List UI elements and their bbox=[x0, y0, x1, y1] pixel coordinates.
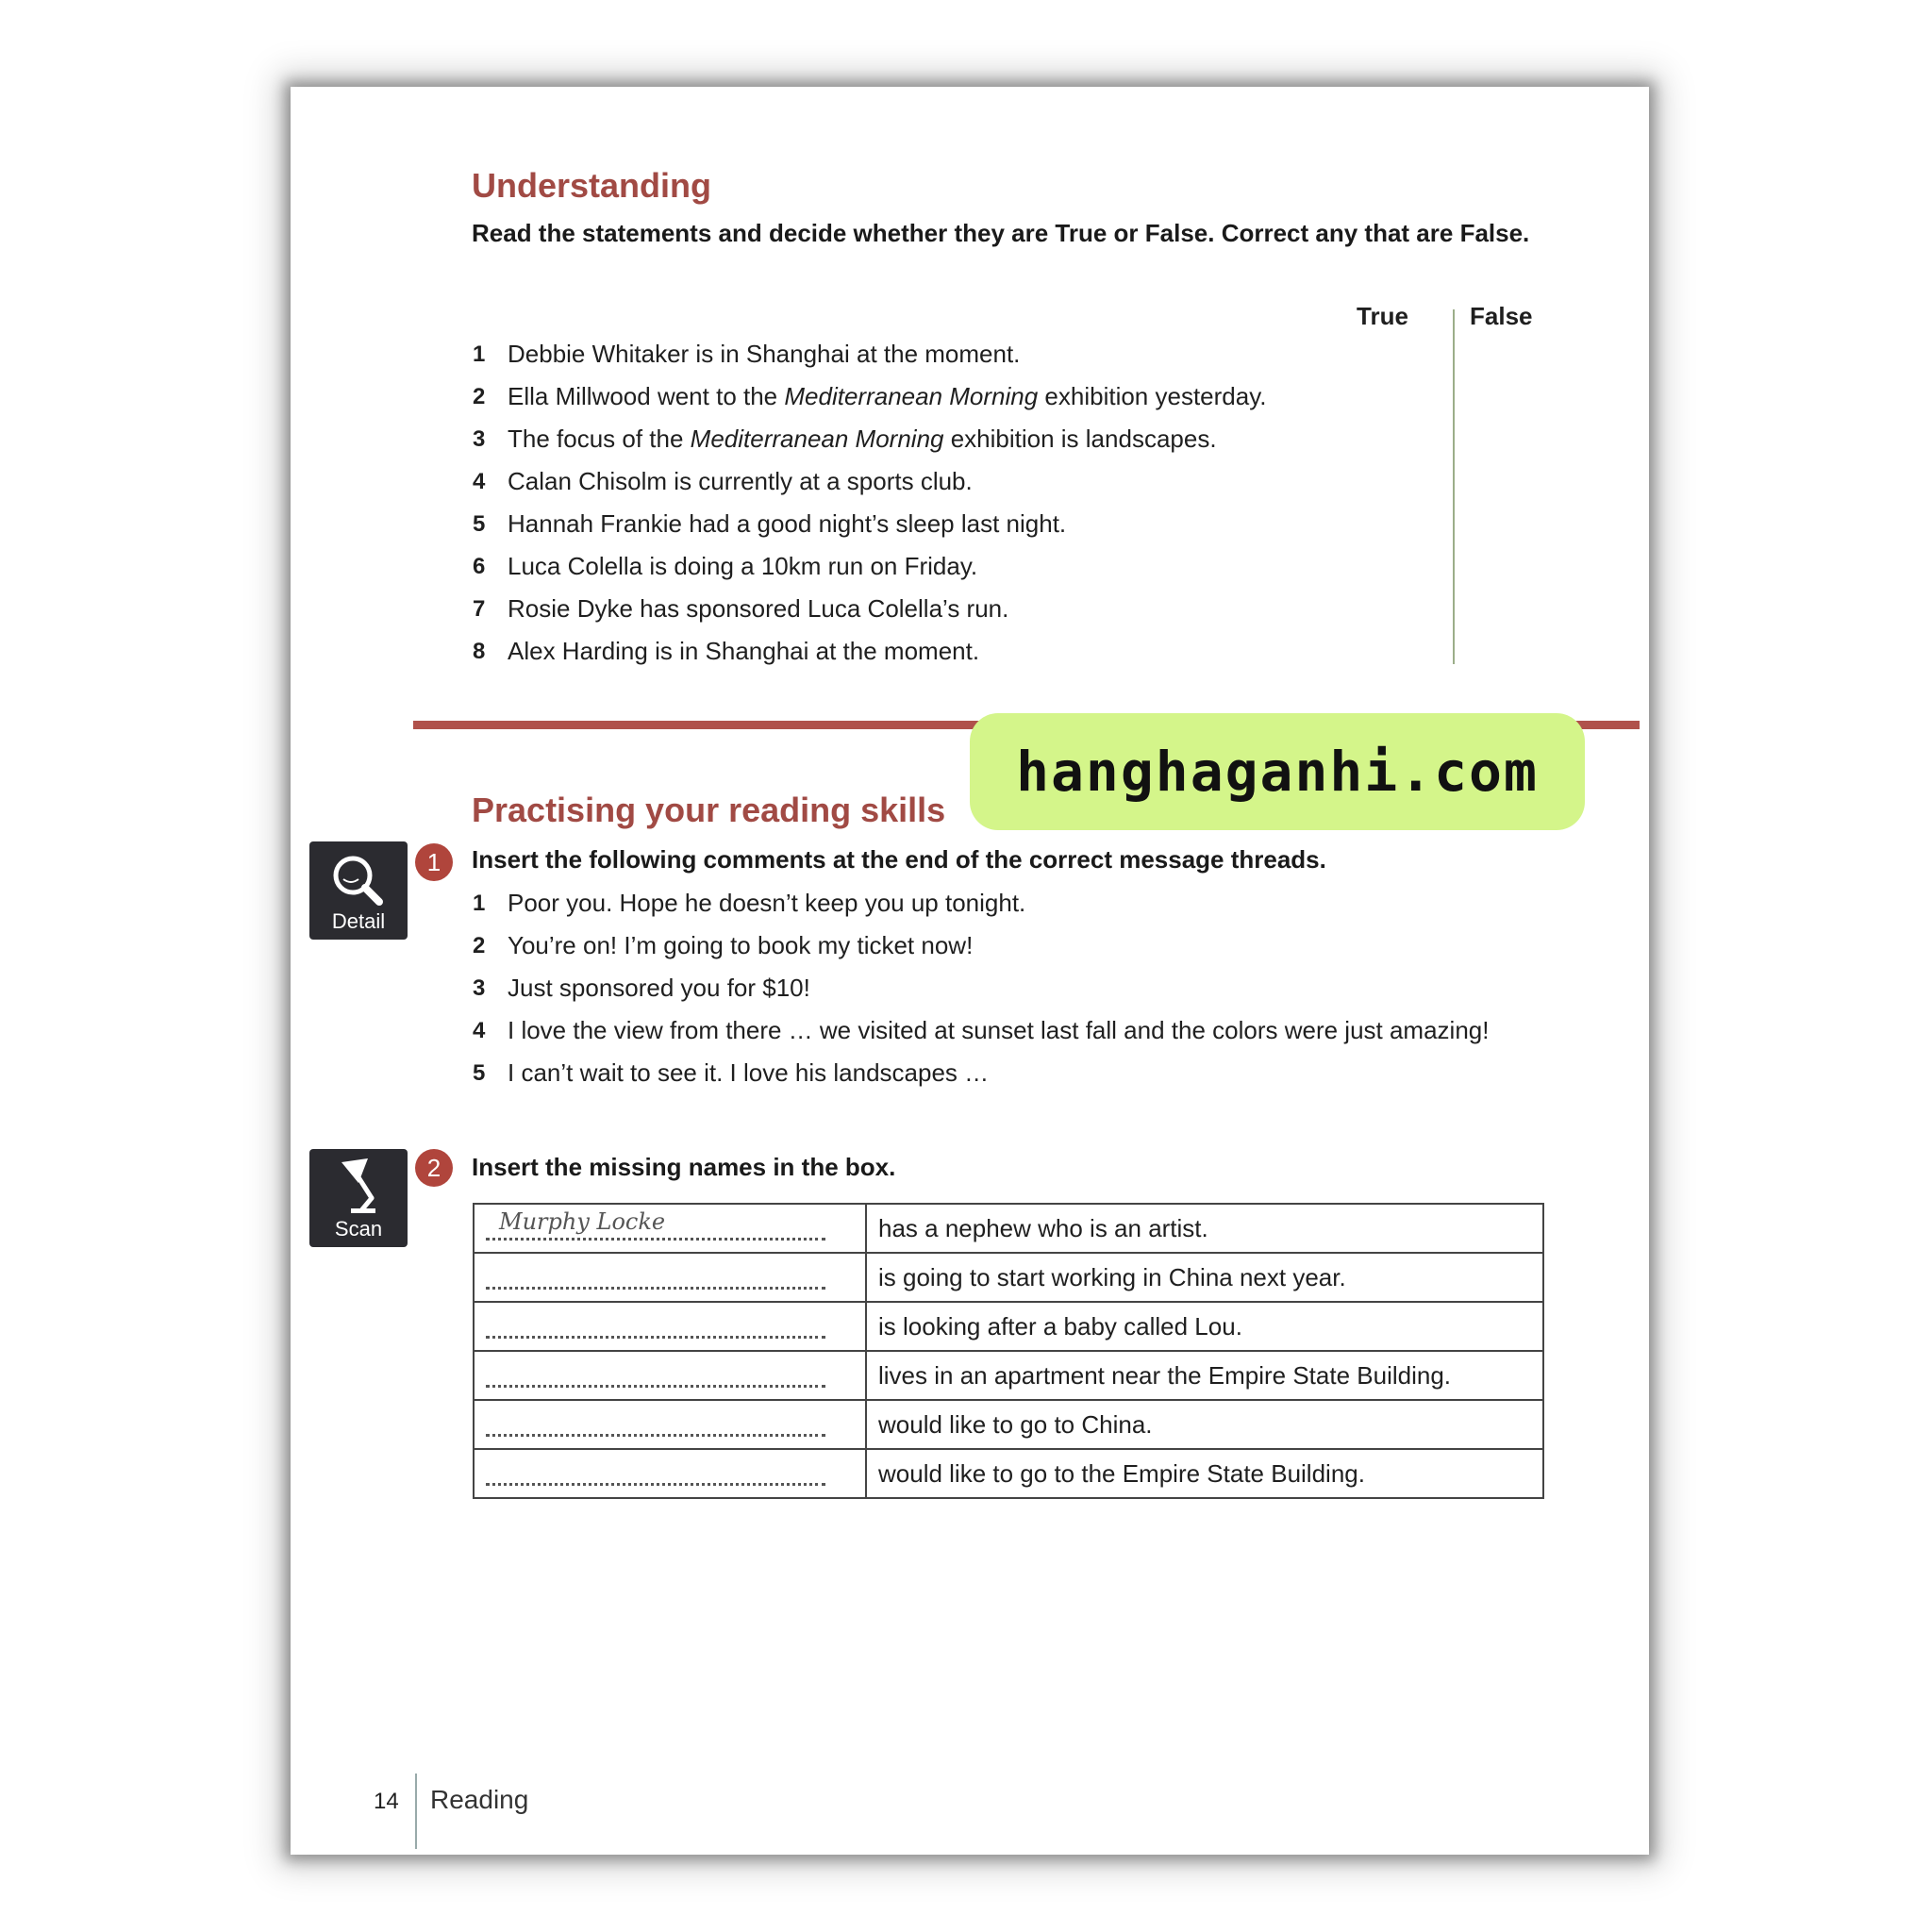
statement-number: 2 bbox=[473, 384, 486, 409]
comment-text: I can’t wait to see it. I love his landscapes … bbox=[508, 1058, 990, 1087]
comment-number: 1 bbox=[473, 891, 486, 916]
handwritten-answer: Murphy Locke bbox=[499, 1208, 666, 1235]
comment-number: 2 bbox=[473, 933, 486, 958]
statement-number: 5 bbox=[473, 511, 486, 537]
statement-text: Rosie Dyke has sponsored Luca Colella’s run. bbox=[508, 594, 1009, 623]
missing-names-table bbox=[473, 1203, 1544, 1499]
understanding-instruction: Read the statements and decide whether they are True or False. Correct any that are False. bbox=[472, 219, 1530, 247]
workbook-page bbox=[291, 87, 1649, 1855]
statement-cell: lives in an apartment near the Empire State Building. bbox=[866, 1351, 1543, 1400]
table-row bbox=[474, 1449, 1543, 1498]
detail-badge bbox=[309, 841, 408, 940]
statement-text: Alex Harding is in Shanghai at the moment. bbox=[508, 637, 980, 665]
name-blank[interactable] bbox=[474, 1351, 866, 1400]
name-blank[interactable] bbox=[474, 1302, 866, 1351]
table-row bbox=[474, 1400, 1543, 1449]
statement-cell: has a nephew who is an artist. bbox=[866, 1204, 1543, 1253]
statement-number: 1 bbox=[473, 341, 486, 367]
footer-divider bbox=[415, 1774, 417, 1849]
name-blank[interactable] bbox=[474, 1400, 866, 1449]
name-blank[interactable] bbox=[474, 1204, 866, 1253]
detail-badge-label: Detail bbox=[331, 909, 386, 933]
section-title-practising: Practising your reading skills bbox=[472, 791, 946, 829]
name-blank[interactable] bbox=[474, 1449, 866, 1498]
magnifier-icon bbox=[309, 841, 408, 909]
comment-text: I love the view from there … we visited at sunset last fall and the colors were just amazing! bbox=[508, 1016, 1490, 1044]
comment-number: 3 bbox=[473, 975, 486, 1001]
table-row bbox=[474, 1253, 1543, 1302]
statement-number: 4 bbox=[473, 469, 486, 494]
comment-text: Just sponsored you for $10! bbox=[508, 974, 810, 1002]
exercise2-instruction: Insert the missing names in the box. bbox=[472, 1153, 896, 1181]
scan-badge-label: Scan bbox=[334, 1217, 383, 1241]
statement-cell: would like to go to China. bbox=[866, 1400, 1543, 1449]
page-number: 14 bbox=[374, 1789, 399, 1814]
comment-number: 4 bbox=[473, 1018, 486, 1043]
comment-text: You’re on! I’m going to book my ticket now! bbox=[508, 931, 974, 959]
statement-cell: would like to go to the Empire State Building. bbox=[866, 1449, 1543, 1498]
statement-text: Ella Millwood went to the Mediterranean Morning exhibition yesterday. bbox=[508, 382, 1267, 410]
comment-text: Poor you. Hope he doesn’t keep you up tonight. bbox=[508, 889, 1026, 917]
exercise-number-1: 1 bbox=[415, 843, 453, 881]
section-title-understanding: Understanding bbox=[472, 166, 712, 205]
statement-cell: is going to start working in China next year. bbox=[866, 1253, 1543, 1302]
statement-number: 8 bbox=[473, 639, 486, 664]
column-true: True bbox=[1357, 302, 1408, 330]
column-false: False bbox=[1470, 302, 1533, 330]
statement-number: 6 bbox=[473, 554, 486, 579]
statement-text: Calan Chisolm is currently at a sports club. bbox=[508, 467, 973, 495]
statement-text: Luca Colella is doing a 10km run on Friday. bbox=[508, 552, 978, 580]
statement-number: 3 bbox=[473, 426, 486, 452]
lamp-icon bbox=[309, 1149, 408, 1217]
statement-text: The focus of the Mediterranean Morning exhibition is landscapes. bbox=[508, 425, 1217, 453]
exercise1-instruction: Insert the following comments at the end of the correct message threads. bbox=[472, 845, 1326, 874]
comment-number: 5 bbox=[473, 1060, 486, 1086]
footer-section-label: Reading bbox=[430, 1785, 529, 1814]
true-false-divider bbox=[1453, 309, 1455, 664]
exercise-number-2: 2 bbox=[415, 1149, 453, 1187]
table-row bbox=[474, 1204, 1543, 1253]
name-blank[interactable] bbox=[474, 1253, 866, 1302]
table-row bbox=[474, 1302, 1543, 1351]
table-row bbox=[474, 1351, 1543, 1400]
statement-text: Debbie Whitaker is in Shanghai at the moment. bbox=[508, 340, 1021, 368]
statement-cell: is looking after a baby called Lou. bbox=[866, 1302, 1543, 1351]
scan-badge bbox=[309, 1149, 408, 1247]
watermark-banner: hanghaganhi.com bbox=[970, 713, 1585, 830]
statement-text: Hannah Frankie had a good night’s sleep last night. bbox=[508, 509, 1067, 538]
statement-number: 7 bbox=[473, 596, 486, 622]
